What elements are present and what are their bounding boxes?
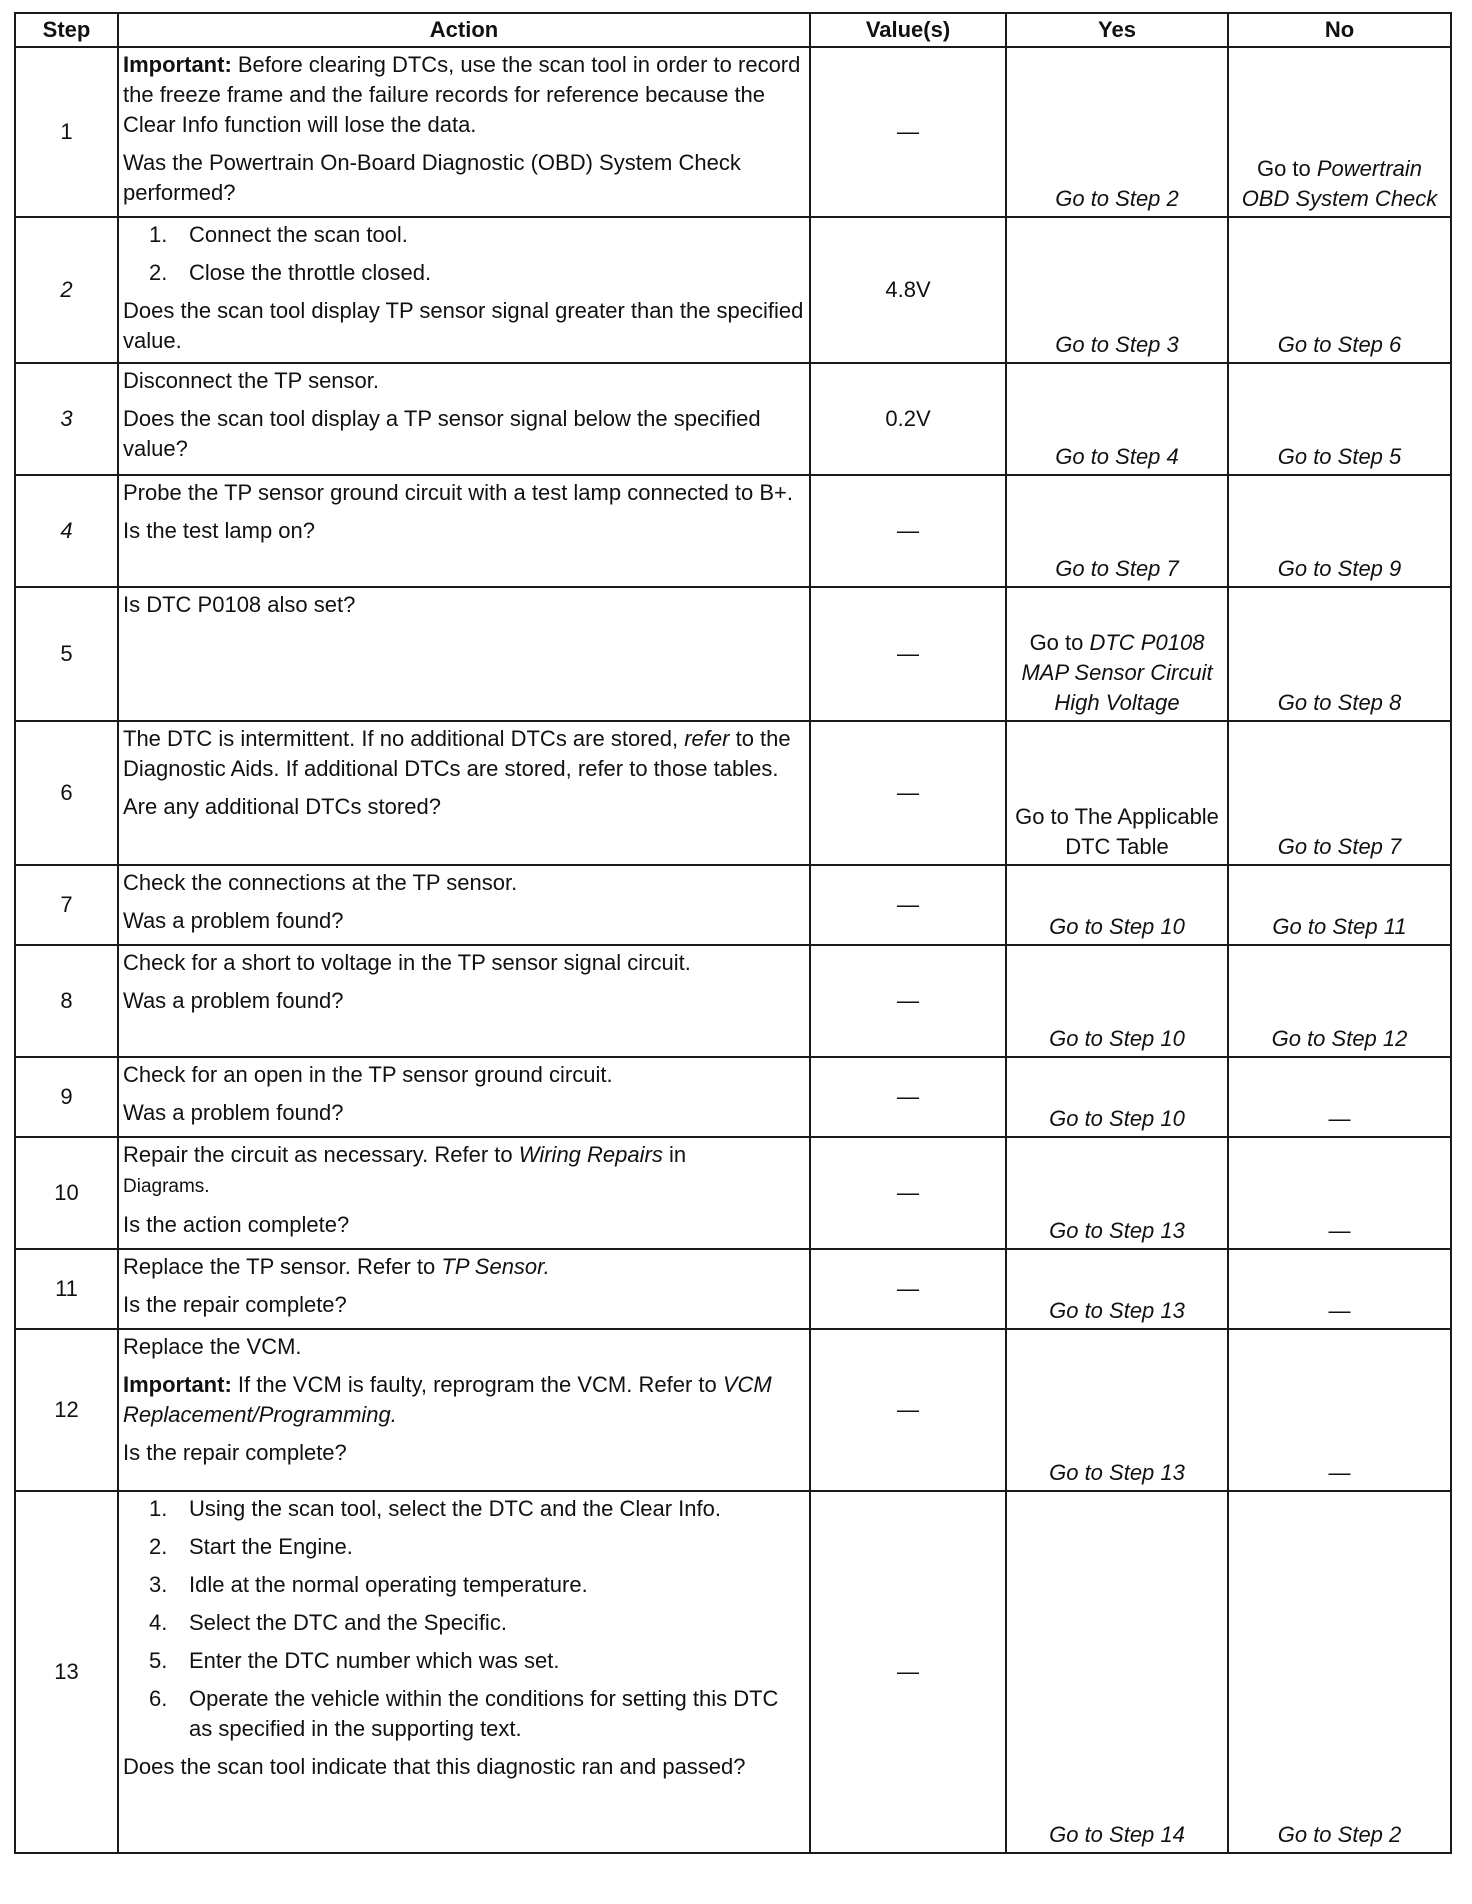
step-number: 8 — [15, 945, 118, 1057]
header-step: Step — [15, 13, 118, 47]
action-cell — [118, 47, 810, 217]
value-cell: — — [810, 1057, 1006, 1137]
list-item — [123, 1494, 805, 1524]
table-row — [15, 475, 1451, 587]
value-cell: — — [810, 1137, 1006, 1249]
action-list — [123, 220, 805, 288]
action-text: The DTC is intermittent. If no additional DTCs are stored, — [123, 726, 685, 751]
header-action: Action — [118, 13, 810, 47]
value-cell: 4.8V — [810, 217, 1006, 363]
no-cell: — — [1228, 1057, 1451, 1137]
action-question: Is the repair complete? — [123, 1440, 347, 1465]
action-text: Check the connections at the TP sensor. — [123, 870, 518, 895]
step-number: 5 — [15, 587, 118, 721]
action-text: in — [662, 1142, 687, 1167]
yes-link[interactable]: Go to Step 10 — [1006, 945, 1228, 1057]
yes-link[interactable]: Go to Step 3 — [1006, 217, 1228, 363]
action-question: Does the scan tool display TP sensor signal greater than the specified value. — [123, 298, 804, 353]
tp-sensor-link[interactable]: TP Sensor. — [441, 1254, 550, 1279]
step-number: 12 — [15, 1329, 118, 1491]
no-link[interactable]: Go to Step 11 — [1228, 865, 1451, 945]
action-paragraph — [123, 1252, 805, 1282]
list-text: Connect the scan tool. — [189, 222, 408, 247]
list-text: Select the DTC and the Specific. — [189, 1610, 507, 1635]
action-question: Does the scan tool indicate that this diagnostic ran and passed? — [123, 1754, 746, 1779]
value-cell: 0.2V — [810, 363, 1006, 475]
table-row — [15, 945, 1451, 1057]
action-text: If the VCM is faulty, reprogram the VCM. Refer to — [231, 1372, 723, 1397]
value-cell: — — [810, 475, 1006, 587]
value-cell: — — [810, 1329, 1006, 1491]
list-number: 1. — [149, 222, 168, 247]
yes-link[interactable]: Go to Step 2 — [1006, 47, 1228, 217]
no-link[interactable]: Go to Step 12 — [1228, 945, 1451, 1057]
action-cell — [118, 363, 810, 475]
no-link[interactable]: Go to Step 6 — [1228, 217, 1451, 363]
list-number: 5. — [149, 1648, 168, 1673]
no-cell: — — [1228, 1249, 1451, 1329]
action-text: Disconnect the TP sensor. — [123, 368, 379, 393]
step-number: 6 — [15, 721, 118, 865]
value-cell: — — [810, 1249, 1006, 1329]
no-cell: — — [1228, 1137, 1451, 1249]
no-link[interactable]: Go to Step 9 — [1228, 475, 1451, 587]
no-link[interactable]: Go to Step 8 — [1228, 587, 1451, 721]
list-number: 2. — [149, 1534, 168, 1559]
action-question: Is DTC P0108 also set? — [123, 592, 356, 617]
value-cell: — — [810, 721, 1006, 865]
action-cell — [118, 865, 810, 945]
action-question: Is the action complete? — [123, 1212, 350, 1237]
important-label: Important: — [123, 52, 232, 77]
action-cell — [118, 1137, 810, 1249]
step-number: 1 — [15, 47, 118, 217]
yes-link[interactable]: Go to Step 4 — [1006, 363, 1228, 475]
action-text: Replace the VCM. — [123, 1334, 302, 1359]
no-cell: — — [1228, 1329, 1451, 1491]
header-no: No — [1228, 13, 1451, 47]
value-cell: — — [810, 945, 1006, 1057]
list-item — [123, 220, 805, 250]
table-row — [15, 1057, 1451, 1137]
yes-link[interactable]: Go to Step 10 — [1006, 865, 1228, 945]
action-list — [123, 1494, 805, 1744]
list-number: 6. — [149, 1686, 168, 1711]
table-row — [15, 1137, 1451, 1249]
list-number: 1. — [149, 1496, 168, 1521]
list-number: 4. — [149, 1610, 168, 1635]
action-question: Are any additional DTCs stored? — [123, 794, 441, 819]
action-question: Does the scan tool display a TP sensor signal below the specified value? — [123, 406, 761, 461]
action-cell — [118, 945, 810, 1057]
action-text: Check for a short to voltage in the TP sensor signal circuit. — [123, 950, 691, 975]
list-text: Enter the DTC number which was set. — [189, 1648, 560, 1673]
action-cell — [118, 217, 810, 363]
yes-link[interactable]: Go to Step 10 — [1006, 1057, 1228, 1137]
diagnostic-table — [14, 12, 1452, 1854]
action-question: Was a problem found? — [123, 908, 344, 933]
yes-link[interactable]: DTC P0108 MAP Sensor Circuit High Voltage — [1021, 630, 1213, 715]
list-text: Operate the vehicle within the conditions for setting this DTC as specified in the supporting text. — [189, 1686, 779, 1741]
no-link[interactable]: Go to Step 5 — [1228, 363, 1451, 475]
step-number: 10 — [15, 1137, 118, 1249]
action-question: Was the Powertrain On-Board Diagnostic (OBD) System Check performed? — [123, 150, 741, 205]
value-cell: — — [810, 587, 1006, 721]
wiring-repairs-link[interactable]: Wiring Repairs — [518, 1142, 663, 1167]
action-text: to the Diagnostic Aids. If additional DTCs are stored, refer to those tables. — [123, 726, 791, 781]
yes-link[interactable]: Go to The Applicable DTC Table — [1006, 721, 1228, 865]
yes-link[interactable]: Go to Step 13 — [1006, 1329, 1228, 1491]
value-cell: — — [810, 1491, 1006, 1853]
action-question: Was a problem found? — [123, 1100, 344, 1125]
list-item — [123, 1532, 805, 1562]
list-item — [123, 258, 805, 288]
action-question: Is the test lamp on? — [123, 518, 315, 543]
action-text: Probe the TP sensor ground circuit with a test lamp connected to B+. — [123, 480, 793, 505]
list-number: 3. — [149, 1572, 168, 1597]
action-cell — [118, 587, 810, 721]
table-row — [15, 1249, 1451, 1329]
action-cell — [118, 475, 810, 587]
no-link[interactable]: Powertrain OBD System Check — [1241, 156, 1438, 211]
action-question: Is the repair complete? — [123, 1292, 347, 1317]
step-number: 4 — [15, 475, 118, 587]
action-paragraph — [123, 724, 805, 784]
header-values: Value(s) — [810, 13, 1006, 47]
action-paragraph — [123, 50, 805, 140]
list-text: Start the Engine. — [189, 1534, 353, 1559]
diagnostic-table-sheet — [14, 12, 1450, 1854]
table-row — [15, 587, 1451, 721]
table-row — [15, 217, 1451, 363]
yes-prefix: Go to — [1029, 630, 1090, 655]
action-text: Before clearing DTCs, use the scan tool in order to record the freeze frame and the failure records for reference because the Clear Info function will lose the data. — [123, 52, 801, 137]
table-row — [15, 47, 1451, 217]
value-cell: — — [810, 865, 1006, 945]
action-text-small: Diagrams. — [123, 1176, 210, 1197]
table-row — [15, 721, 1451, 865]
action-text: Check for an open in the TP sensor ground circuit. — [123, 1062, 613, 1087]
header-yes: Yes — [1006, 13, 1228, 47]
no-cell[interactable] — [1228, 47, 1451, 217]
list-text: Using the scan tool, select the DTC and the Clear Info. — [189, 1496, 721, 1521]
action-cell — [118, 1491, 810, 1853]
yes-cell[interactable] — [1006, 587, 1228, 721]
action-paragraph — [123, 1370, 805, 1430]
action-text: Replace the TP sensor. Refer to — [123, 1254, 442, 1279]
value-cell: — — [810, 47, 1006, 217]
list-item — [123, 1646, 805, 1676]
yes-link[interactable]: Go to Step 7 — [1006, 475, 1228, 587]
list-number: 2. — [149, 260, 168, 285]
header-row — [15, 13, 1451, 47]
yes-link[interactable]: Go to Step 13 — [1006, 1137, 1228, 1249]
action-question: Was a problem found? — [123, 988, 344, 1013]
yes-link[interactable]: Go to Step 14 — [1006, 1491, 1228, 1853]
list-text: Idle at the normal operating temperature. — [189, 1572, 588, 1597]
no-prefix: Go to — [1256, 156, 1317, 181]
list-item — [123, 1608, 805, 1638]
action-cell — [118, 1329, 810, 1491]
step-number: 7 — [15, 865, 118, 945]
action-paragraph — [123, 1140, 805, 1202]
step-number: 3 — [15, 363, 118, 475]
table-row — [15, 1491, 1451, 1853]
list-item — [123, 1570, 805, 1600]
step-number: 11 — [15, 1249, 118, 1329]
list-text: Close the throttle closed. — [189, 260, 432, 285]
action-cell — [118, 721, 810, 865]
table-row — [15, 1329, 1451, 1491]
yes-link[interactable]: Go to Step 13 — [1006, 1249, 1228, 1329]
action-cell — [118, 1249, 810, 1329]
no-link[interactable]: Go to Step 2 — [1228, 1491, 1451, 1853]
no-link[interactable]: Go to Step 7 — [1228, 721, 1451, 865]
list-item — [123, 1684, 805, 1744]
table-row — [15, 865, 1451, 945]
step-number: 9 — [15, 1057, 118, 1137]
table-row — [15, 363, 1451, 475]
vcm-replacement-link[interactable]: VCM Replacement/Programming. — [123, 1372, 772, 1427]
step-number: 13 — [15, 1491, 118, 1853]
action-text: Repair the circuit as necessary. Refer to — [123, 1142, 519, 1167]
action-text-italic: refer — [684, 726, 730, 751]
important-label: Important: — [123, 1372, 232, 1397]
step-number: 2 — [15, 217, 118, 363]
action-cell — [118, 1057, 810, 1137]
